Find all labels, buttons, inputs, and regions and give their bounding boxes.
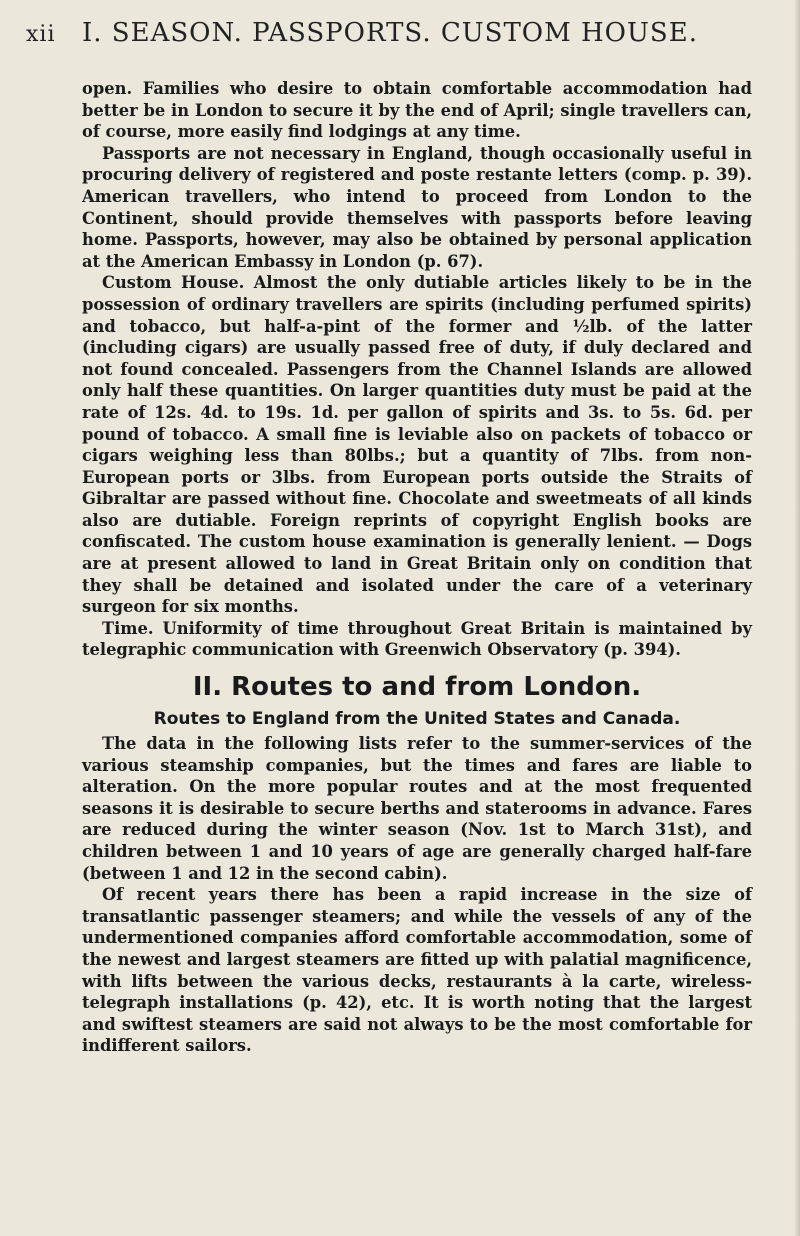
paragraph-routes-data: The data in the following lists refer to the summer-services of the various steamship companies, but the times and fares are liable to alteration. On the more popular routes and at the most frequented seasons it is desirable to secure berths and staterooms in advance. Fares are reduced during the winter season (Nov. 1st to March 31st), and children between 1 and 10 years of age are generally charged half-fare (between 1 and 12 in the second cabin). bbox=[82, 734, 752, 883]
paragraph-passports bbox=[82, 143, 752, 273]
term-time: Time. bbox=[102, 618, 154, 638]
term-passports: Passports bbox=[102, 143, 191, 163]
paragraph-passports-text: are not necessary in England, though occasionally useful in procuring delivery of registered and poste restante letters (comp. p. 39). American travellers, who intend to proceed from London to the Continent, should provide themselves with passports before leaving home. Passports, however, may also be obtained by personal application at the American Embassy in London (p. 67). bbox=[82, 143, 752, 271]
running-title: I. SEASON. PASSPORTS. CUSTOM HOUSE. bbox=[82, 18, 698, 48]
section-subheading: Routes to England from the United States and Canada. bbox=[153, 709, 681, 730]
paragraph-custom-house bbox=[82, 272, 752, 618]
paragraph-custom-house-text: Almost the only dutiable articles likely to be in the possession of ordinary travellers are spirits (including perfumed spirits) and tobacco, but half-a-pint of the former and ½lb. of the latter (including cigars) are usually passed free of duty, if duly declared and not found concealed. Passengers from the Channel Islands are allowed only half these quantities. On larger quantities duty must be paid at the rate of 12s. 4d. to 19s. 1d. per gallon of spirits and 3s. to 5s. 6d. per pound of tobacco. A small fine is leviable also on packets of tobacco or cigars weighing less than 80lbs.; but a quantity of 7lbs. from non-European ports or 3lbs. from European ports outside the Straits of Gibraltar are passed without fine. Chocolate and sweetmeats of all kinds also are dutiable. Foreign reprints of copyright English books are confiscated. The custom house examination is generally lenient. — Dogs are at present allowed to land in Great Britain only on condition that they shall be detained and isolated under the care of a veterinary surgeon for six months. bbox=[82, 273, 752, 617]
paragraph-steamers: Of recent years there has been a rapid increase in the size of transatlantic passenger steamers; and while the vessels of any of the undermentioned companies afford comfortable accommodation, some of the newest and largest steamers are fitted up with palatial magnificence, with lifts between the various decks, restaurants à la carte, wireless-telegraph installations (p. 42), etc. It is worth noting that the largest and swiftest steamers are said not always to be the most comfortable for indifferent sailors. bbox=[82, 885, 752, 1056]
paragraph-season: open. Families who desire to obtain comfortable accommodation had better be in London to secure it by the end of April; single travellers can, of course, more easily find lodgings at any time. bbox=[82, 79, 752, 142]
page-body bbox=[82, 78, 752, 1057]
term-custom-house: Custom House. bbox=[102, 273, 245, 293]
page-edge-shadow bbox=[794, 0, 800, 1236]
page-number: xii bbox=[26, 22, 56, 47]
section-heading: II. Routes to and from London. bbox=[192, 672, 642, 703]
paragraph-time-text: Uniformity of time throughout Great Britain is maintained by telegraphic communication with Greenwich Observatory (p. 394). bbox=[82, 618, 752, 660]
paragraph-time bbox=[82, 618, 752, 661]
page-header bbox=[26, 18, 770, 48]
